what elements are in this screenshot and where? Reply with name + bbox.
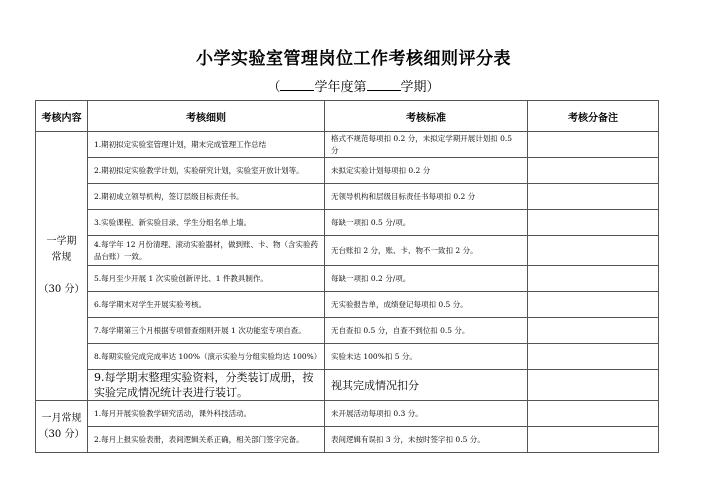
standard-cell: 未开展活动每项扣 0.3 分。 xyxy=(325,401,528,427)
category-cell xyxy=(36,401,88,453)
subtitle-term-label: 学期） xyxy=(400,80,440,95)
detail-cell: 5.每月至少开展 1 次实验创新评比、1 件教具制作。 xyxy=(88,266,325,292)
note-cell[interactable] xyxy=(528,158,659,184)
category-line: 常规 xyxy=(51,252,72,263)
standard-cell: 无台账扣 2 分，账、卡、物不一致扣 2 分。 xyxy=(325,236,528,266)
table-row xyxy=(36,370,659,401)
table-row xyxy=(36,292,659,318)
note-cell[interactable] xyxy=(528,210,659,236)
standard-cell: 无自查扣 0.5 分，自查不到位扣 0.5 分。 xyxy=(325,318,528,344)
standard-cell: 无实验报告单，成绩登记每项扣 0.5 分。 xyxy=(325,292,528,318)
subtitle xyxy=(0,76,707,95)
note-cell[interactable] xyxy=(528,318,659,344)
table-row xyxy=(36,344,659,370)
table-body xyxy=(36,132,659,453)
header-note: 考核分备注 xyxy=(528,101,659,132)
detail-cell: 2.每月上报实验表册，表间逻辑关系正确，相关部门签字完备。 xyxy=(88,427,325,453)
detail-cell: 2.期初拟定实验教学计划，实验研究计划，实验室开放计划等。 xyxy=(88,158,325,184)
table-row xyxy=(36,427,659,453)
note-cell[interactable] xyxy=(528,184,659,210)
note-cell[interactable] xyxy=(528,344,659,370)
note-cell[interactable] xyxy=(528,236,659,266)
table-row xyxy=(36,266,659,292)
header-detail: 考核细则 xyxy=(88,101,325,132)
category-line: 一月常规 xyxy=(41,412,82,424)
standard-cell: 每缺一项扣 0.2 分/项。 xyxy=(325,266,528,292)
year-blank[interactable] xyxy=(280,77,314,91)
category-cell xyxy=(36,132,88,401)
category-line: （30 分） xyxy=(38,428,85,440)
standard-cell: 视其完成情况扣分 xyxy=(325,370,528,401)
note-cell[interactable] xyxy=(528,370,659,401)
standard-cell: 未拟定实验计划每项扣 0.2 分 xyxy=(325,158,528,184)
detail-cell: 4.每学年 12 月份清理、滚动实验器材，做到账、卡、物（含实验药品台账）一致。 xyxy=(88,236,325,266)
note-cell[interactable] xyxy=(528,401,659,427)
category-line: （30 分） xyxy=(38,284,85,295)
table-header-row xyxy=(36,101,659,132)
category-line: 一学期 xyxy=(46,236,77,247)
header-standard: 考核标准 xyxy=(325,101,528,132)
standard-cell: 实验未达 100%扣 5 分。 xyxy=(325,344,528,370)
page-title: 小学实验室管理岗位工作考核细则评分表 xyxy=(196,49,511,69)
category-line xyxy=(36,266,87,282)
subtitle-open: （ xyxy=(267,80,281,95)
detail-cell: 1.每月开展实验教学研究活动，课外科技活动。 xyxy=(88,401,325,427)
note-cell[interactable] xyxy=(528,132,659,158)
detail-cell: 2.期初成立领导机构，签订层级目标责任书。 xyxy=(88,184,325,210)
subtitle-year-label: 学年度第 xyxy=(314,80,367,95)
table-row xyxy=(36,236,659,266)
table-row xyxy=(36,210,659,236)
detail-cell: 3.实验课程、新实验目录、学生分组名单上墙。 xyxy=(88,210,325,236)
table-row xyxy=(36,158,659,184)
score-table xyxy=(35,100,659,453)
term-blank[interactable] xyxy=(367,77,401,91)
detail-cell: 1.期初拟定实验室管理计划，期末完成管理工作总结 xyxy=(88,132,325,158)
note-cell[interactable] xyxy=(528,292,659,318)
table-row xyxy=(36,184,659,210)
note-cell[interactable] xyxy=(528,266,659,292)
table-row xyxy=(36,318,659,344)
standard-cell: 无领导机构和层级目标责任书每项扣 0.2 分 xyxy=(325,184,528,210)
detail-cell: 8.每期实验完成完成率达 100%（演示实验与分组实验均达 100%） xyxy=(88,344,325,370)
detail-cell: 7.每学期第三个月根据专项督查细则开展 1 次功能室专项自查。 xyxy=(88,318,325,344)
table-row xyxy=(36,401,659,427)
standard-cell: 每缺一项扣 0.5 分/项。 xyxy=(325,210,528,236)
table-row xyxy=(36,132,659,158)
detail-cell: 9.每学期末整理实验资料，分类装订成册，按实验完成情况统计表进行装订。 xyxy=(88,370,325,401)
standard-cell: 格式不规范每项扣 0.2 分，未拟定学期开展计划扣 0.5 分 xyxy=(325,132,528,158)
note-cell[interactable] xyxy=(528,427,659,453)
detail-cell: 6.每学期末对学生开展实验考核。 xyxy=(88,292,325,318)
standard-cell: 表间逻辑有误扣 3 分，未按时签字扣 0.5 分。 xyxy=(325,427,528,453)
header-content: 考核内容 xyxy=(36,101,88,132)
